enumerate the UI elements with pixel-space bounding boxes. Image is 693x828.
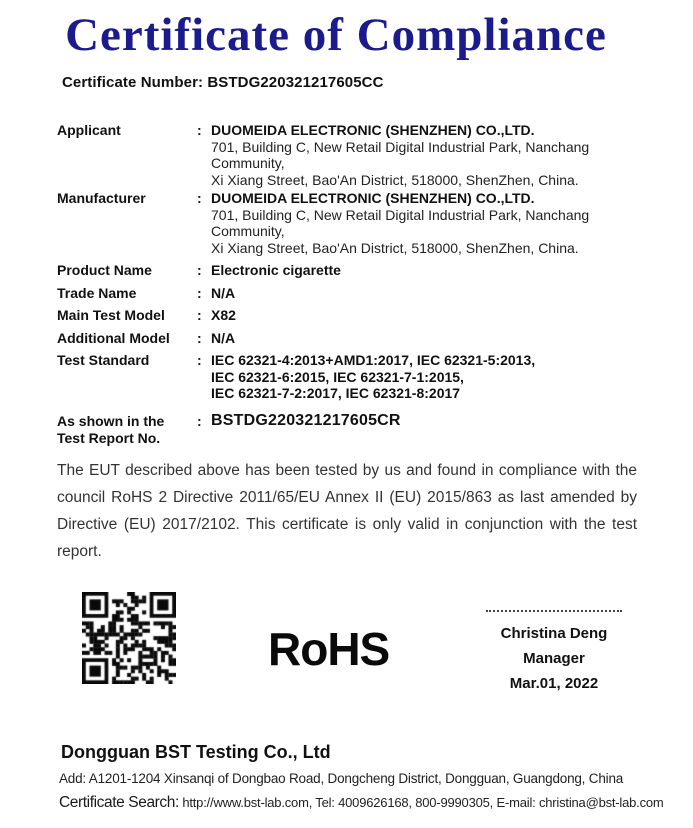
field-row-applicant: [57, 122, 641, 188]
report-label-line: As shown in the: [57, 412, 165, 429]
colon-separator: :: [197, 262, 202, 278]
field-label: [57, 413, 197, 447]
field-label: Trade Name: [57, 284, 137, 301]
certificate-search-value: http://www.bst-lab.com, Tel: 4009626168, 800-9990305, E-mail: christina@bst-lab.com: [182, 795, 664, 810]
applicant-address-line: 701, Building C, New Retail Digital Industrial Park, Nanchang Community,: [211, 138, 590, 171]
field-row-main-test-model: [57, 307, 641, 324]
colon-separator: :: [197, 284, 202, 301]
certificate-title: Certificate of Compliance: [65, 9, 607, 61]
field-label: Additional Model: [57, 329, 170, 346]
manufacturer-address-line: Xi Xiang Street, Bao'An District, 518000, ShenZhen, China.: [211, 239, 579, 256]
colon-separator: :: [197, 352, 202, 368]
field-label: Test Standard: [57, 352, 150, 368]
report-label-line: Test Report No.: [57, 429, 161, 446]
manufacturer-name: DUOMEIDA ELECTRONIC (SHENZHEN) CO.,LTD.: [211, 190, 535, 206]
field-row-additional-model: [57, 330, 641, 347]
field-row-test-standard: [57, 352, 641, 402]
certificate-info-table: [57, 120, 641, 565]
field-row-manufacturer: [57, 190, 641, 256]
colon-separator: :: [197, 329, 202, 346]
lab-address: Add: A1201-1204 Xinsanqi of Dongbao Road, Dongcheng District, Dongguan, Guangdong, China: [59, 771, 624, 786]
signatory-name: Christina Deng: [500, 625, 608, 642]
test-standard-line: IEC 62321-6:2015, IEC 62321-7-1:2015,: [211, 368, 464, 385]
certificate-number: Certificate Number: BSTDG220321217605CC: [62, 74, 384, 91]
trade-name-value: N/A: [211, 284, 236, 301]
colon-separator: :: [197, 190, 202, 206]
field-row-test-report: [57, 413, 641, 447]
lab-company-name: Dongguan BST Testing Co., Ltd: [61, 742, 331, 762]
signature-date: Mar.01, 2022: [509, 675, 599, 692]
compliance-statement: The EUT described above has been tested by us and found in compliance with the council RoHS 2 Directive 2011/65/EU Annex II (EU) 2015/863 as last amended by Directive (EU) 2017/2102. This certificate is only valid in conjunction with the test report.: [57, 461, 637, 560]
test-standard-values: [211, 352, 641, 402]
applicant-address-line: Xi Xiang Street, Bao'An District, 518000, ShenZhen, China.: [211, 171, 579, 188]
field-row-trade-name: [57, 285, 641, 302]
field-label: Manufacturer: [57, 190, 146, 206]
applicant-name: DUOMEIDA ELECTRONIC (SHENZHEN) CO.,LTD.: [211, 122, 535, 138]
signatory-title: Manager: [523, 650, 585, 667]
certificate-search-line: [59, 794, 664, 812]
test-report-number: BSTDG220321217605CR: [211, 411, 401, 429]
field-value-group: [211, 122, 641, 188]
field-label: Applicant: [57, 122, 121, 138]
manufacturer-address-line: 701, Building C, New Retail Digital Industrial Park, Nanchang Community,: [211, 206, 590, 239]
test-standard-line: IEC 62321-7-2:2017, IEC 62321-8:2017: [211, 385, 461, 401]
main-test-model-value: X82: [211, 307, 236, 323]
test-standard-line: IEC 62321-4:2013+AMD1:2017, IEC 62321-5:2013,: [211, 352, 536, 368]
colon-separator: :: [197, 307, 202, 323]
signature-block: [486, 610, 622, 696]
field-value-group: [211, 190, 641, 256]
additional-model-value: N/A: [211, 329, 236, 346]
colon-separator: :: [197, 122, 202, 138]
product-name-value: Electronic cigarette: [211, 262, 341, 278]
rohs-mark: RoHS: [268, 623, 390, 675]
field-row-product-name: [57, 262, 641, 279]
colon-separator: :: [197, 412, 202, 429]
field-label: Main Test Model: [57, 307, 165, 323]
certificate-search-label: Certificate Search:: [59, 794, 179, 811]
qr-code: [82, 592, 176, 684]
field-label: Product Name: [57, 262, 152, 278]
